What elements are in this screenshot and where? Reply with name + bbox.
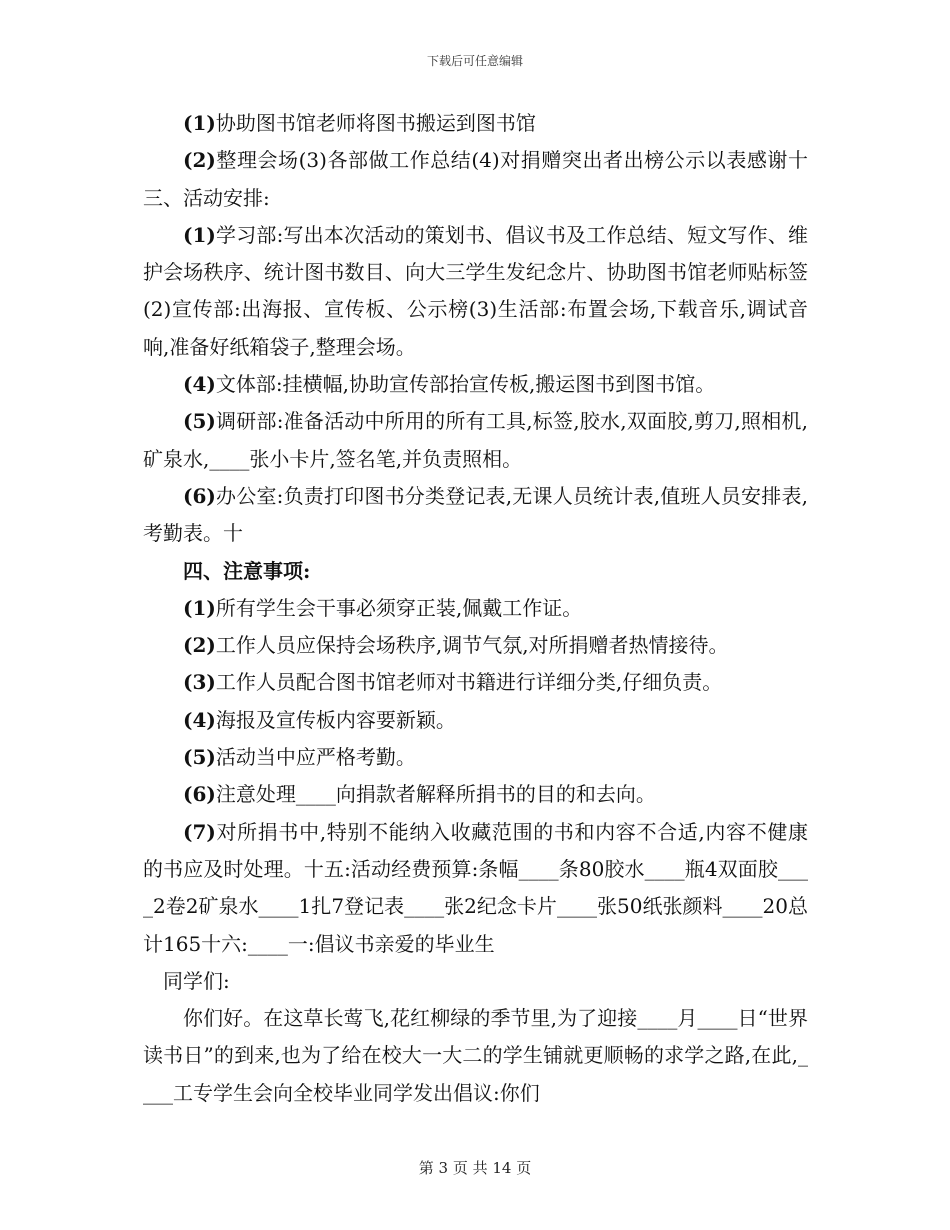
item-text: 对所捐书中,特别不能纳入收藏范围的书和内容不合适,内容不健康的书应及时处理。十五:活动经费预算:条幅____条80胶水____瓶4双面胶____2卷2矿泉水____1扎7登记表____张2纪念卡片____张50纸张颜料____20总计165十六:____一:倡议书亲爱的毕业生 — [143, 819, 808, 956]
item-text: 注意处理____向捐款者解释所捐书的目的和去向。 — [215, 782, 656, 807]
document-body — [143, 105, 808, 1112]
page-header: 下载后可任意编辑 — [426, 54, 523, 68]
item-number: (3) — [183, 670, 216, 695]
note-2 — [143, 627, 808, 664]
note-4 — [143, 702, 808, 739]
note-7 — [143, 814, 808, 963]
item-text: 所有学生会干事必须穿正装,佩戴工作证。 — [215, 595, 583, 620]
note-6 — [143, 776, 808, 813]
item-number: (1) — [183, 111, 216, 135]
item-number: (1) — [183, 222, 216, 247]
item-number: (2) — [183, 633, 216, 658]
paragraph-4 — [143, 366, 808, 403]
item-text: 工作人员应保持会场秩序,调节气氛,对所捐赠者热情接待。 — [215, 633, 729, 658]
note-5 — [143, 739, 808, 776]
letter-greeting: 同学们: — [163, 968, 230, 993]
item-number: (4) — [183, 707, 216, 732]
item-text: 工作人员配合图书馆老师对书籍进行详细分类,仔细负责。 — [215, 670, 723, 695]
item-number: (2) — [183, 148, 216, 173]
paragraph-2 — [143, 142, 808, 217]
paragraph-5 — [143, 403, 808, 478]
paragraph-3 — [143, 217, 808, 366]
note-1 — [143, 590, 808, 627]
item-text: 协助图书馆老师将图书搬运到图书馆 — [215, 111, 536, 135]
item-text: 文体部:挂横幅,协助宣传部抬宣传板,搬运图书到图书馆。 — [215, 372, 716, 397]
item-text: 调研部:准备活动中所用的所有工具,标签,胶水,双面胶,剪刀,照相机,矿泉水,____张小卡片,签名笔,并负责照相。 — [143, 409, 808, 471]
item-number: (5) — [183, 745, 216, 770]
item-text: 活动当中应严格考勤。 — [215, 745, 416, 770]
note-3 — [143, 664, 808, 701]
paragraph-1 — [143, 105, 808, 142]
item-text: 整理会场(3)各部做工作总结(4)对捐赠突出者出榜公示以表感谢十三、活动安排: — [143, 148, 808, 210]
item-number: (5) — [183, 409, 216, 434]
item-number: (7) — [183, 819, 216, 844]
item-text: 海报及宣传板内容要新颖。 — [215, 707, 456, 732]
page-footer: 第 3 页 共 14 页 — [418, 1159, 532, 1177]
item-number: (4) — [183, 372, 216, 397]
item-number: (6) — [183, 483, 216, 508]
paragraph-6 — [143, 478, 808, 553]
item-text: 学习部:写出本次活动的策划书、倡议书及工作总结、短文写作、维护会场秩序、统计图书数目、向大三学生发纪念片、协助图书馆老师贴标签(2)宣传部:出海报、宣传板、公示榜(3)生活部:布置会场,下载音乐,调试音响,准备好纸箱袋子,整理会场。 — [143, 222, 808, 359]
item-number: (1) — [183, 595, 216, 620]
letter-body: 你们好。在这草长莺飞,花红柳绿的季节里,为了迎接____月____日“世界读书日”的到来,也为了给在校大一大二的学生铺就更顺畅的求学之路,在此,____工专学生会向全校毕业同学发出倡议:你们 — [143, 1006, 808, 1105]
item-number: (6) — [183, 782, 216, 807]
section-heading: 四、注意事项: — [183, 558, 311, 583]
item-text: 办公室:负责打印图书分类登记表,无课人员统计表,值班人员安排表,考勤表。十 — [143, 483, 808, 546]
